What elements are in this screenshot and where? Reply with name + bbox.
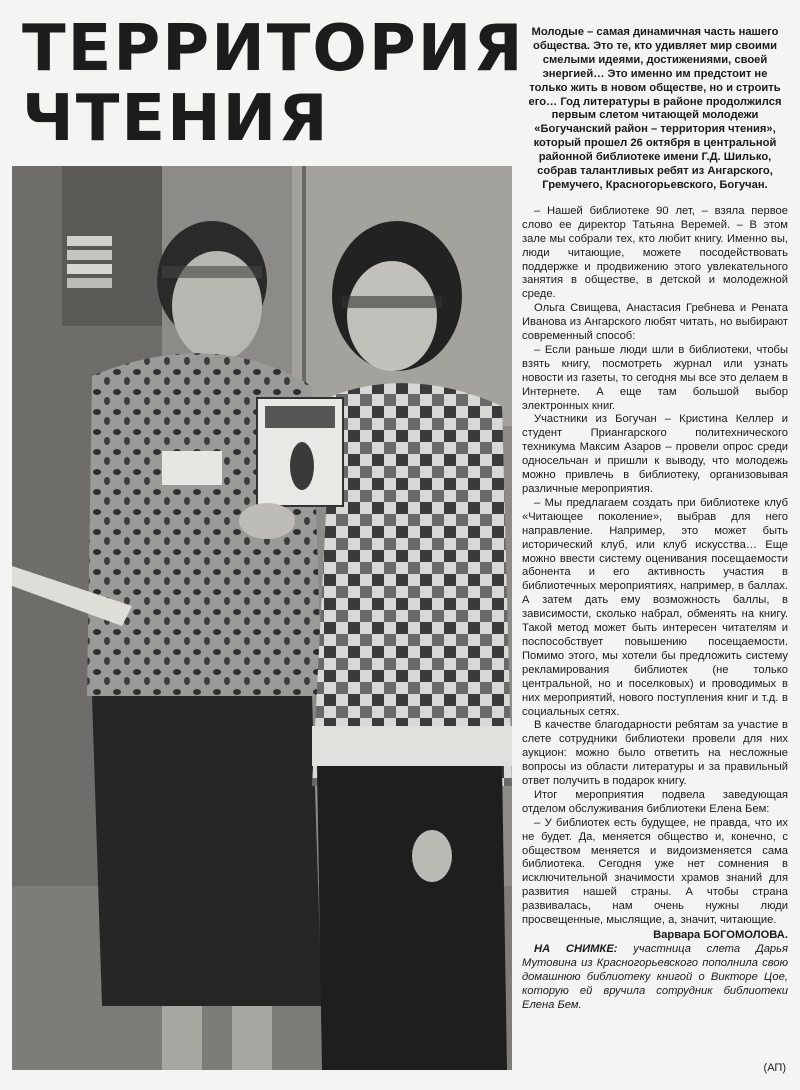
author-byline: Варвара БОГОМОЛОВА.	[653, 929, 788, 941]
article-paragraph: В качестве благодарности ребятам за участие в слете сотрудники библиотеки провели для них аукцион: можно было ответить на несложные вопросы из области литературы и за правильный ответ получить в подарок книгу.	[522, 719, 788, 788]
article-paragraph: Участники из Богучан – Кристина Келлер и студент Приангарского политехнического техникума Максим Азаров – провели опрос среди односельчан и пришли к выводу, что молодежь можно привлечь в библиотеку, организовывая различные мероприятия.	[522, 413, 788, 495]
article-text-column	[522, 26, 788, 1012]
caption-label: НА СНИМКЕ:	[534, 942, 618, 955]
article-paragraph: – Нашей библиотеке 90 лет, – взяла первое слово ее директор Татьяна Веремей. – В этом зале мы собрали тех, кто любит книгу. Именно вы, люди читающие, можете посодействовать поддержке и продвижению этого увлекательного занятия в обществе, в детской и молодежной среде.	[522, 204, 788, 301]
article-paragraph: Итог мероприятия подвела заведующая отделом обслуживания библиотеки Елена Бем:	[522, 788, 788, 815]
photo-illustration	[12, 166, 512, 1070]
headline-line-2: ЧТЕНИЯ	[22, 82, 330, 156]
caption-text: участница слета Дарья Мутовина из Красногорьевского пополнила свою домашнюю библиотеку книгой о Викторе Цое, которую ей вручила сотрудник библиотеки Елена Бем.	[522, 942, 789, 1011]
article-paragraph: Ольга Свищева, Анастасия Гребнева и Рената Иванова из Ангарского любят читать, но выбирают современный способ:	[522, 302, 788, 343]
article-paragraph: – Если раньше люди шли в библиотеки, чтобы взять книгу, посмотреть журнал или узнать новости из газеты, то сегодня мы все это делаем в Интернете. А еще там большой выбор электронных книг.	[522, 343, 788, 412]
article-paragraph: – Мы предлагаем создать при библиотеке клуб «Читающее поколение», выбрав для него направление. Например, это может быть исторический клуб, или клуб искусства… Еще можно ввести систему оценивания посещаемости абонента и его активность участия в библиотечных мероприятиях, например, в баллах. А затем дать ему возможность баллы, в зависимости, сколько набрал, обменять на книгу. Такой метод может быть интересен читателям и поспособствует повышению посещаемости. Помимо этого, мы хотели бы предложить систему рекламирования библиотек (не только центральной, но и поселковых) и проводимых в них мероприятий, нового поступления книг и т.д. в социальных сетях.	[522, 496, 788, 718]
source-mark: (АП)	[763, 1062, 786, 1074]
article-photo	[12, 166, 512, 1070]
headline-line-1: ТЕРРИТОРИЯ	[22, 12, 525, 86]
article-lead: Молодые – самая динамичная часть нашего общества. Это те, кто удивляет мир своими смелыми идеями, достижениями, своей энергией… Это именно им предстоит не только жить в новом обществе, но и строить его… Год литературы в районе продолжился первым слетом читающей молодежи «Богучанский район – территория чтения», который прошел 26 октября в центральной районной библиотеке имени Г.Д. Шилько, собрав талантливых ребят из Ангарского, Гремучего, Красногорьевского, Богучан.	[528, 26, 782, 191]
article-headline	[22, 12, 525, 156]
photo-caption	[522, 943, 788, 1013]
article-paragraph: – У библиотек есть будущее, не правда, что их не будет. Да, меняется общество и, конечно, с обществом меняется и видоизменяется сама библиотека. Сегодня уже нет сомнения в исключительной значимости храмов знаний для развития нашей страны. А чтобы страна развивалась, нам очень нужны люди просвещенные, мыслящие, а, значит, читающие.	[522, 816, 788, 927]
